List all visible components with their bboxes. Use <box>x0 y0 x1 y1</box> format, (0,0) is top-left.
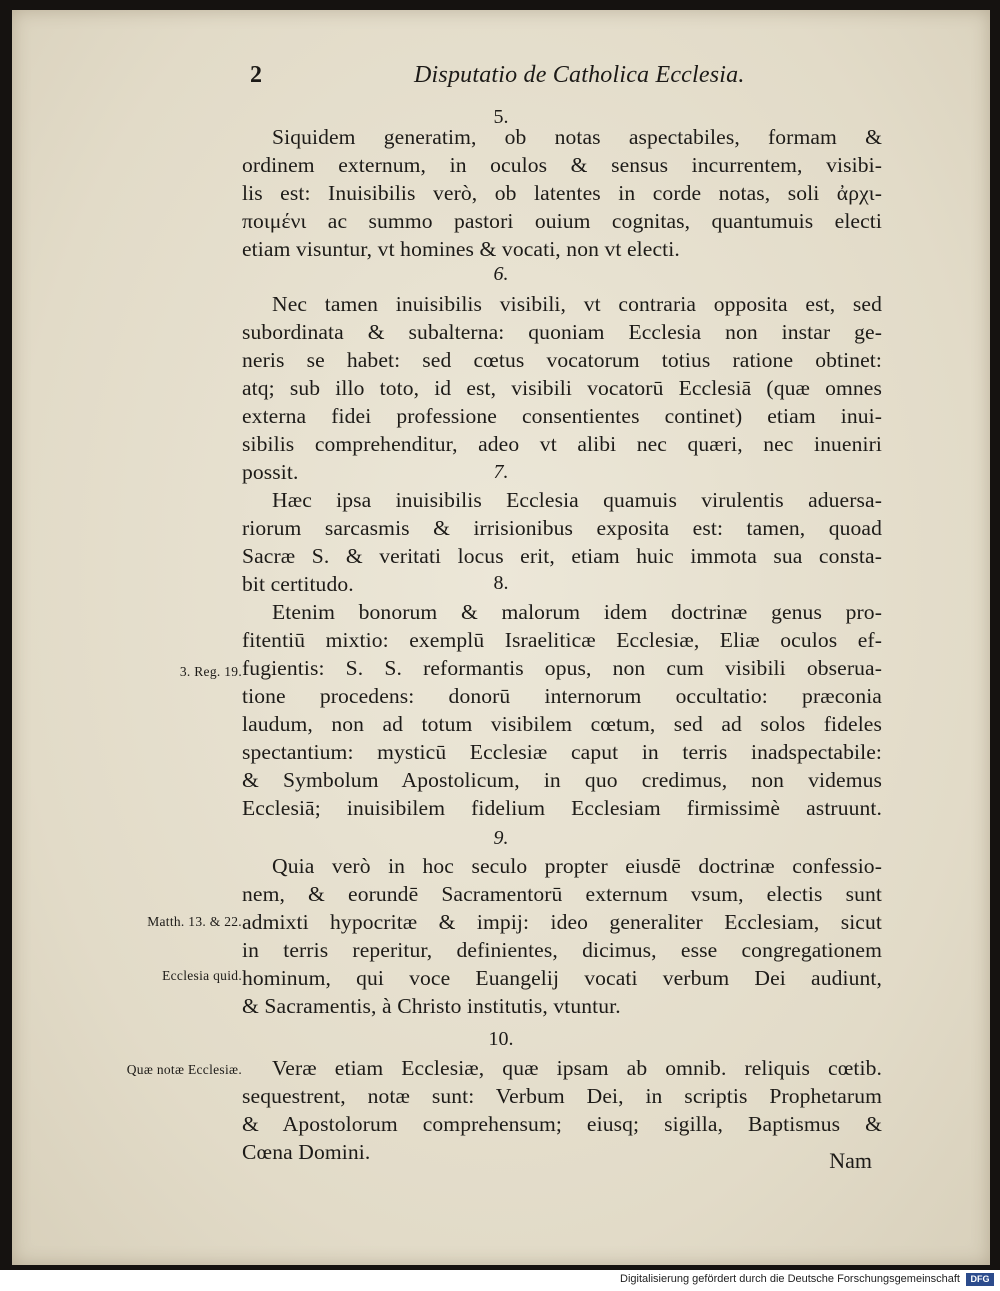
text-line: & Symbolum Apostolicum, in quo credimus, non videmus <box>242 768 882 792</box>
dfg-logo: DFG <box>966 1273 994 1286</box>
section-number: 9. <box>493 827 509 849</box>
text-line: fugientis: S. S. reformantis opus, non cum visibili obserua- <box>242 656 882 680</box>
text-line: subordinata & subalterna: quoniam Ecclesia non instar ge- <box>242 320 882 344</box>
page-number: 2 <box>250 62 262 88</box>
text-line: Siquidem generatim, ob notas aspectabiles, formam & <box>272 125 882 149</box>
running-head <box>12 52 990 92</box>
text-line: Etenim bonorum & malorum idem doctrinæ genus pro- <box>272 600 882 624</box>
text-line: etiam visuntur, vt homines & vocati, non vt electi. <box>242 237 680 261</box>
text-line: & Sacramentis, à Christo institutis, vtuntur. <box>242 994 621 1018</box>
text-line: ποιμένι ac summo pastori ouium cognitas, quantumuis electi <box>242 209 882 233</box>
text-line: neris se habet: sed cœtus vocatorum totius ratione obtinet: <box>242 348 882 372</box>
text-line: spectantium: mysticū Ecclesiæ caput in terris inadspectabile: <box>242 740 882 764</box>
text-line: hominum, qui voce Euangelij vocati verbum Dei audiunt, <box>242 966 882 990</box>
text-line: tione procedens: donorū internorum occultatio: præconia <box>242 684 882 708</box>
text-line: Quia verò in hoc seculo propter eiusdē doctrinæ confessio- <box>272 854 882 878</box>
margin-note: Ecclesia quid. <box>162 968 242 983</box>
text-line: fitentiū mixtio: exemplū Israeliticæ Ecclesiæ, Eliæ oculos ef- <box>242 628 882 652</box>
section-number: 8. <box>493 572 509 594</box>
section-number: 5. <box>493 106 509 128</box>
margin-note: Matth. 13. & 22. <box>147 914 242 929</box>
margin-note: Quæ notæ Ecclesiæ. <box>126 1062 242 1077</box>
text-line: Veræ etiam Ecclesiæ, quæ ipsam ab omnib. reliquis cœtib. <box>272 1056 882 1080</box>
section-number: 6. <box>493 263 509 285</box>
text-line: lis est: Inuisibilis verò, ob latentes in corde notas, soli ἀρχι- <box>242 181 882 205</box>
text-line: in terris reperitur, definientes, dicimus, esse congregationem <box>242 938 882 962</box>
text-line: & Apostolorum comprehensum; eiusq; sigilla, Baptismus & <box>242 1112 882 1136</box>
margin-note: 3. Reg. 19. <box>179 664 242 679</box>
section-number: 10. <box>488 1028 514 1050</box>
text-line: Cœna Domini. <box>242 1140 371 1164</box>
text-line: Sacræ S. & veritati locus erit, etiam huic immota sua consta- <box>242 544 882 568</box>
text-line: admixti hypocritæ & impij: ideo generaliter Ecclesiam, sicut <box>242 910 882 934</box>
text-line: atq; sub illo toto, id est, visibili vocatorū Ecclesiā (quæ omnes <box>242 376 882 400</box>
text-line: possit. <box>242 460 299 484</box>
book-page <box>12 10 990 1265</box>
catchword: Nam <box>829 1148 872 1173</box>
section-number: 7. <box>493 461 509 483</box>
text-line: Ecclesiā; inuisibilem fidelium Ecclesiam firmissimè astruunt. <box>242 796 882 820</box>
text-line: sibilis comprehenditur, adeo vt alibi nec quæri, nec inueniri <box>242 432 882 456</box>
text-line: ordinem externum, in oculos & sensus incurrentem, visibi- <box>242 153 882 177</box>
footer-bar <box>0 1270 1000 1291</box>
page-title: Disputatio de Catholica Ecclesia. <box>414 62 745 88</box>
text-line: Nec tamen inuisibilis visibili, vt contraria opposita est, sed <box>272 292 882 316</box>
funding-credit: Digitalisierung gefördert durch die Deutsche Forschungsgemeinschaft <box>620 1273 960 1285</box>
text-line: externa fidei professione consentientes continet) etiam inui- <box>242 404 882 428</box>
text-line: Hæc ipsa inuisibilis Ecclesia quamuis virulentis aduersa- <box>272 488 882 512</box>
text-line: laudum, non ad totum visibilem cœtum, sed ad solos fideles <box>242 712 882 736</box>
text-line: riorum sarcasmis & irrisionibus exposita est: tamen, quoad <box>242 516 882 540</box>
text-line: nem, & eorundē Sacramentorū externum vsum, electis sunt <box>242 882 882 906</box>
text-line: bit certitudo. <box>242 572 354 596</box>
text-line: sequestrent, notæ sunt: Verbum Dei, in scriptis Prophetarum <box>242 1084 882 1108</box>
